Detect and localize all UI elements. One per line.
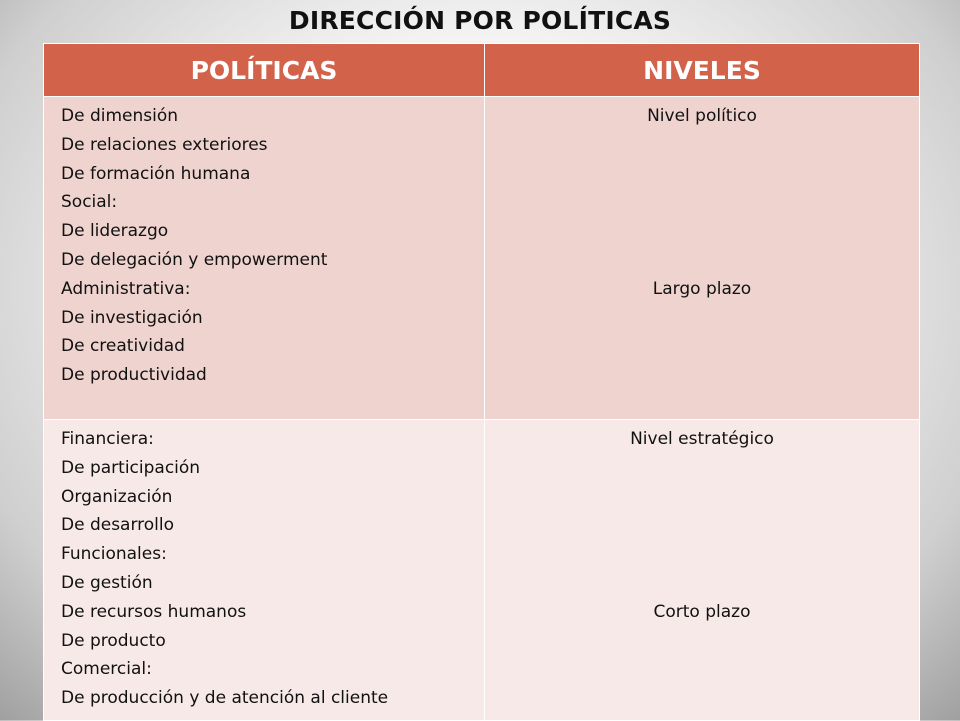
policy-list [44,97,484,390]
slide-title: DIRECCIÓN POR POLÍTICAS [288,6,672,35]
policies-cell [44,420,485,721]
list-item: De producto [61,630,166,651]
term-label: Corto plazo [653,602,751,622]
policy-list [44,420,484,713]
list-item: Organización [61,486,173,507]
list-item: De productividad [61,365,207,386]
list-item: De desarrollo [61,515,175,536]
table-row [44,97,920,420]
list-item: De producción y de atención al cliente [61,688,389,709]
list-item: Financiera: [61,429,154,449]
list-item: De gestión [61,572,153,593]
table-header-row [44,44,920,97]
list-item: De relaciones exteriores [61,134,268,155]
levels-cell [485,97,920,420]
policies-table [43,43,920,721]
level-label: Nivel estratégico [630,429,774,449]
list-item: De dimensión [61,106,179,126]
list-item: De participación [61,457,201,478]
list-item: Social: [61,192,118,213]
list-item: De liderazgo [61,221,169,242]
list-item: Funcionales: [61,544,167,565]
list-item: De delegación y empowerment [61,249,328,270]
term-label: Largo plazo [652,279,752,299]
level-label: Nivel político [647,106,757,126]
table-row [44,420,920,721]
list-item: Administrativa: [61,278,191,299]
list-item: De investigación [61,307,203,328]
list-item: De creatividad [61,336,185,357]
policies-cell [44,97,485,420]
header-niveles: NIVELES [485,44,920,97]
header-politicas: POLÍTICAS [44,44,485,97]
list-item: De formación humana [61,163,251,184]
list-item: De recursos humanos [61,601,247,622]
list-item: Comercial: [61,659,152,680]
levels-cell [485,420,920,721]
